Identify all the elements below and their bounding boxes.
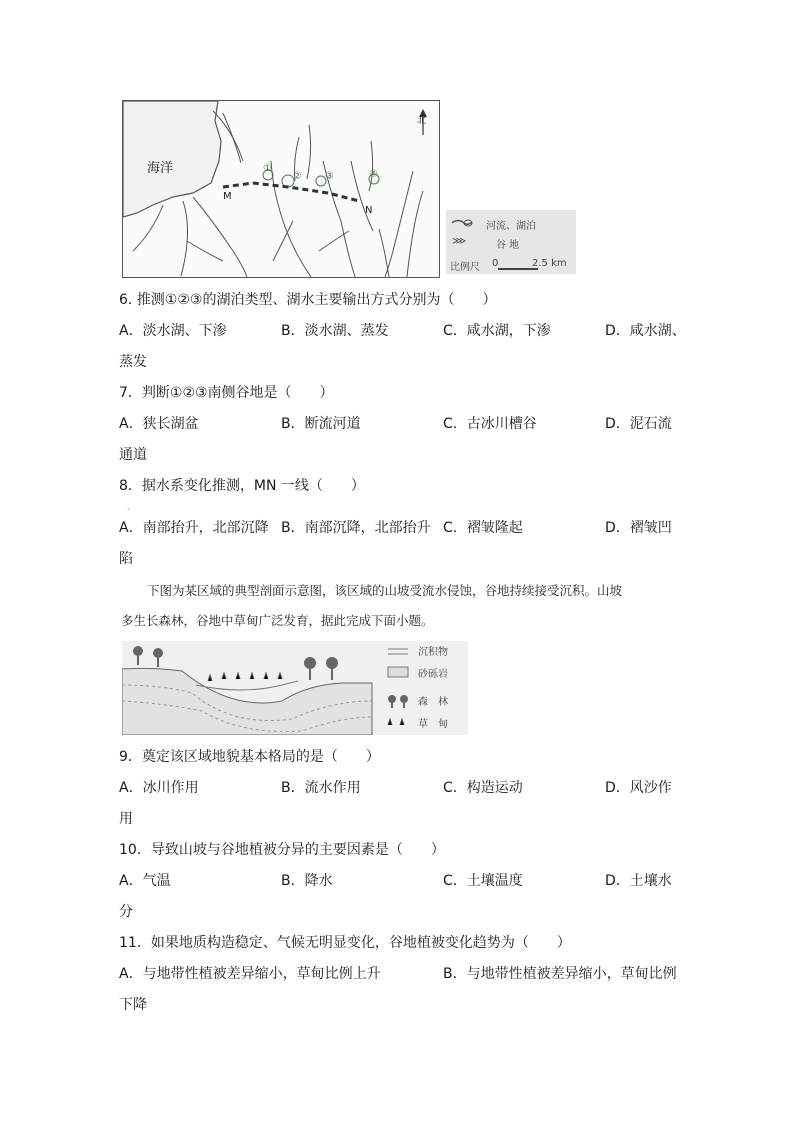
q11-option-b[interactable]: B．与地带性植被差异缩小，草甸比例 bbox=[443, 966, 677, 982]
q7-option-a[interactable]: A．狭长湖盆 bbox=[119, 416, 199, 432]
question-10-stem: 10．导致山坡与谷地植被分异的主要因素是（ ） bbox=[119, 842, 445, 858]
q10-option-d-wrap: 分 bbox=[119, 904, 133, 920]
legend-sediment: 沉积物 bbox=[418, 647, 448, 658]
q9-option-d-wrap: 用 bbox=[119, 811, 133, 827]
question-9-stem: 9．奠定该区域地貌基本格局的是（ ） bbox=[119, 749, 380, 765]
cross-section-figure bbox=[122, 641, 468, 735]
legend-scale-value: 2.5 km bbox=[532, 258, 567, 269]
map-legend bbox=[446, 210, 576, 274]
stray-dot: · bbox=[127, 505, 130, 514]
lake-label-3: ③ bbox=[325, 171, 334, 182]
legend-conglomerate: 砂砾岩 bbox=[418, 669, 448, 680]
question-8-stem: 8．据水系变化推测，MN 一线（ ） bbox=[119, 478, 365, 494]
lake-label-4: ④ bbox=[369, 169, 378, 180]
ocean-label: 海洋 bbox=[147, 161, 174, 176]
n-label: N bbox=[365, 205, 373, 216]
intro-line-2: 多生长森林，谷地中草甸广泛发育，据此完成下面小题。 bbox=[121, 613, 434, 628]
lake-label-1: ① bbox=[263, 163, 272, 174]
q8-option-d[interactable]: D．褶皱凹 bbox=[605, 520, 672, 536]
q6-option-d-wrap: 蒸发 bbox=[119, 354, 147, 370]
legend-forest: 森 林 bbox=[418, 697, 448, 708]
q7-option-d[interactable]: D．泥石流 bbox=[605, 416, 672, 432]
q7-option-b[interactable]: B．断流河道 bbox=[281, 416, 361, 432]
q10-option-c[interactable]: C．土壤温度 bbox=[443, 873, 523, 889]
q6-option-d[interactable]: D．咸水湖、 bbox=[605, 323, 686, 339]
q7-option-c[interactable]: C．古冰川槽谷 bbox=[443, 416, 537, 432]
legend-valley: 谷 地 bbox=[496, 240, 520, 251]
north-label: 北 bbox=[417, 116, 427, 126]
q6-option-b[interactable]: B．淡水湖、蒸发 bbox=[281, 323, 389, 339]
valley-symbol-icon: ⋙ bbox=[452, 236, 467, 247]
question-6-stem: 6. 推测①②③的湖泊类型、湖水主要输出方式分别为（ ） bbox=[119, 292, 497, 308]
map-drawing bbox=[123, 101, 439, 277]
legend-river-lake: 河流、湖泊 bbox=[486, 221, 536, 232]
question-7-stem: 7．判断①②③南侧谷地是（ ） bbox=[119, 385, 334, 401]
q10-option-d[interactable]: D．土壤水 bbox=[605, 873, 672, 889]
q11-option-b-wrap: 下降 bbox=[119, 997, 147, 1013]
legend-scale-zero: 0 bbox=[492, 258, 499, 269]
q10-option-b[interactable]: B．降水 bbox=[281, 873, 333, 889]
m-label: M bbox=[223, 191, 232, 202]
q6-option-a[interactable]: A．淡水湖、下渗 bbox=[119, 323, 227, 339]
q7-option-d-wrap: 通道 bbox=[119, 447, 147, 463]
lake-label-2: ② bbox=[293, 171, 302, 182]
q8-option-c[interactable]: C．褶皱隆起 bbox=[443, 520, 523, 536]
intro-line-1: 下图为某区域的典型剖面示意图，该区域的山坡受流水侵蚀，谷地持续接受沉积。山坡 bbox=[147, 583, 623, 598]
legend-scale-label: 比例尺 bbox=[450, 262, 480, 273]
q10-option-a[interactable]: A．气温 bbox=[119, 873, 171, 889]
q9-option-a[interactable]: A．冰川作用 bbox=[119, 780, 199, 796]
q9-option-d[interactable]: D．风沙作 bbox=[605, 780, 672, 796]
q6-option-c[interactable]: C．咸水湖，下渗 bbox=[443, 323, 551, 339]
q8-option-b[interactable]: B．南部沉降，北部抬升 bbox=[281, 520, 431, 536]
river-lake-symbol-icon bbox=[450, 216, 474, 230]
cross-section-drawing bbox=[122, 641, 468, 735]
legend-meadow: 草 甸 bbox=[418, 719, 448, 730]
river-system-map bbox=[122, 100, 440, 278]
q9-option-c[interactable]: C．构造运动 bbox=[443, 780, 523, 796]
q9-option-b[interactable]: B．流水作用 bbox=[281, 780, 361, 796]
q8-option-d-wrap: 陷 bbox=[119, 551, 133, 567]
q8-option-a[interactable]: A．南部抬升，北部沉降 bbox=[119, 520, 269, 536]
q11-option-a[interactable]: A．与地带性植被差异缩小，草甸比例上升 bbox=[119, 966, 381, 982]
question-11-stem: 11．如果地质构造稳定、气候无明显变化，谷地植被变化趋势为（ ） bbox=[119, 935, 571, 951]
